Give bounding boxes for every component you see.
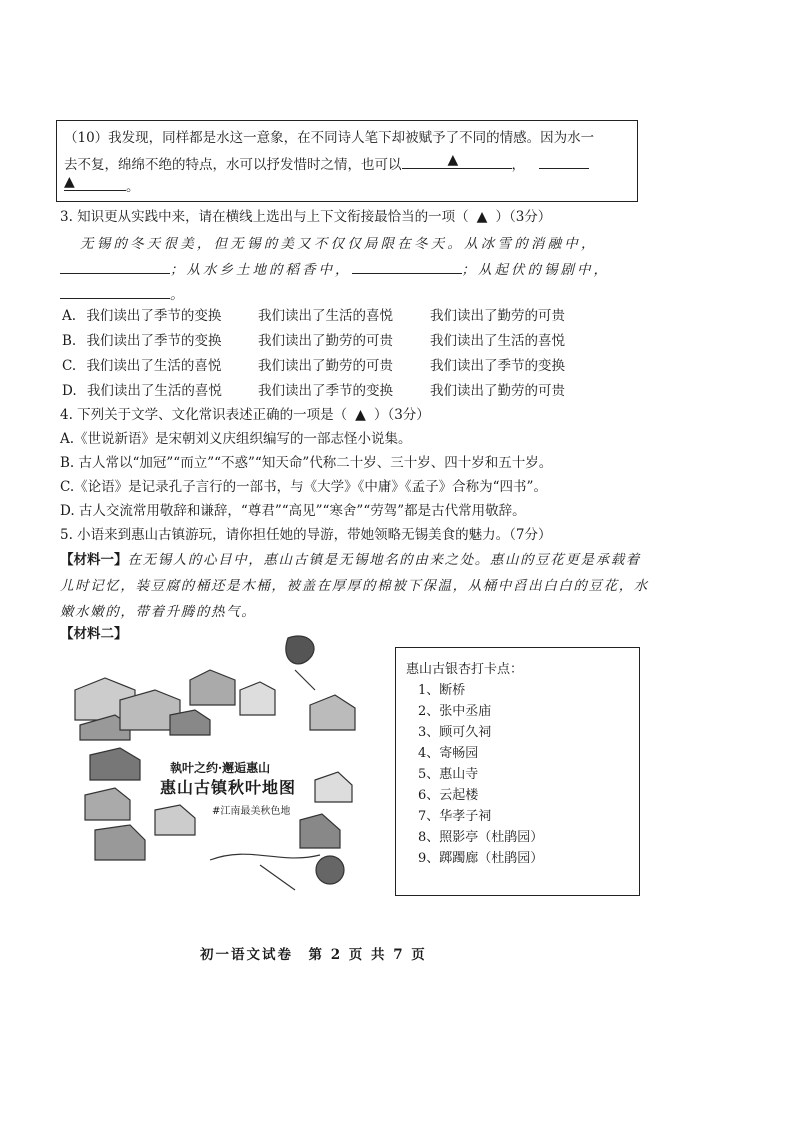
- q3-option-c-col3: 我们读出了季节的变换: [430, 358, 565, 374]
- option-letter: B.: [62, 333, 77, 349]
- option-text: 我们读出了生活的喜悦: [86, 383, 222, 399]
- list-item: 5、惠山寺: [418, 767, 479, 782]
- option-text: 我们读出了季节的变换: [86, 308, 222, 324]
- card-title: 惠山古银杏打卡点：: [406, 662, 524, 677]
- q10-line2-text: 去不复，绵绵不绝的特点，水可以抒发惜时之情，也可以: [64, 157, 402, 173]
- q3-para-line3: [60, 284, 187, 305]
- list-item: 3、顾可久祠: [418, 725, 492, 740]
- q3-para-seg-a: ；从水乡土地的稻香中，: [170, 262, 352, 278]
- q3-para-seg-b: ；从起伏的锡剧中，: [461, 262, 610, 278]
- q4-option-c[interactable]: C.《论语》是记录孔子言行的一部书，与《大学》《中庸》《孟子》合称为“四书”。: [60, 479, 547, 495]
- q4-option-b[interactable]: B. 古人常以“加冠”“而立”“不惑”“知天命”代称二十岁、三十岁、四十岁和五十岁。: [60, 455, 553, 471]
- triangle-icon: ▲: [447, 152, 459, 168]
- triangle-icon: ▲: [476, 209, 488, 225]
- material-2-label: 【材料二】: [60, 626, 128, 642]
- material-1-text: 在无锡人的心目中，惠山古镇是无锡地名的由来之处。惠山的豆花更是承载着: [127, 552, 641, 568]
- q3-para-line1: 无锡的冬天很美，但无锡的美又不仅仅局限在冬天。从冰雪的消融中，: [80, 236, 598, 252]
- q3-option-c[interactable]: [62, 356, 221, 376]
- q3-option-a-col3: 我们读出了勤劳的可贵: [430, 308, 565, 324]
- option-text: 我们读出了生活的喜悦: [86, 358, 222, 374]
- q4-score: ）（3分）: [373, 407, 430, 423]
- list-item: 9、踯躅廊（杜鹃园）: [418, 851, 544, 866]
- list-item: 1、断桥: [418, 683, 466, 698]
- q3-option-d-col3: 我们读出了勤劳的可贵: [430, 383, 565, 399]
- q10-end: 。: [126, 179, 140, 195]
- page-footer: 初一语文试卷 第 2 页 共 7 页: [200, 947, 427, 963]
- q3-option-c-col2: 我们读出了勤劳的可贵: [258, 358, 393, 374]
- q3-option-a[interactable]: [62, 306, 221, 326]
- q5-stem: 5. 小语来到惠山古镇游玩，请你担任她的导游，带她领略无锡美食的魅力。（7分）: [60, 527, 552, 543]
- q3-option-b-col2: 我们读出了勤劳的可贵: [258, 333, 393, 349]
- list-item: 2、张中丞庙: [418, 704, 492, 719]
- list-item: 4、寄畅园: [418, 746, 479, 761]
- q10-line1: （10）我发现，同样都是水这一意象，在不同诗人笔下却被赋予了不同的情感。因为水一: [64, 130, 595, 146]
- q4-option-d[interactable]: D. 古人交流常用敬辞和谦辞，“尊君”“高见”“寒舍”“劳驾”都是古代常用敬辞。: [60, 503, 526, 519]
- q10-sep: ，: [511, 157, 525, 173]
- q10-line2: [64, 154, 589, 175]
- q5-material-1-line3: 嫩水嫩的，带着升腾的热气。: [60, 604, 257, 620]
- q3-para-end: 。: [170, 287, 187, 303]
- option-text: 我们读出了季节的变换: [86, 333, 222, 349]
- q4-option-a[interactable]: A.《世说新语》是宋朝刘义庆组织编写的一部志怪小说集。: [60, 431, 412, 447]
- q3-option-b[interactable]: [62, 331, 222, 351]
- q10-blank-1[interactable]: [402, 154, 512, 169]
- map-title-2: 惠山古镇秋叶地图: [160, 778, 297, 797]
- autumn-leaf-map-image: [60, 630, 370, 900]
- map-tag: #江南最美秋色地: [212, 806, 291, 817]
- q3-option-d[interactable]: [62, 381, 222, 401]
- list-item: 7、华孝子祠: [418, 809, 492, 824]
- option-letter: D.: [62, 383, 77, 399]
- q3-blank-2[interactable]: [352, 259, 462, 274]
- triangle-icon: ▲: [64, 174, 75, 190]
- list-item: 8、照影亭（杜鹃园）: [418, 830, 544, 845]
- q3-option-a-col2: 我们读出了生活的喜悦: [258, 308, 393, 324]
- q3-stem: [60, 207, 551, 227]
- q10-blank-2[interactable]: [539, 154, 589, 169]
- triangle-icon: ▲: [355, 407, 366, 423]
- q5-material-1-line1: [60, 550, 641, 570]
- q3-option-b-col3: 我们读出了生活的喜悦: [430, 333, 565, 349]
- list-item: 6、云起楼: [418, 788, 479, 803]
- q3-para-line2: [60, 259, 610, 280]
- q3-blank-3[interactable]: [60, 284, 170, 299]
- q4-stem-text: 4. 下列关于文学、文化常识表述正确的一项是（: [60, 407, 348, 423]
- map-title-1: 執叶之约·邂逅惠山: [170, 761, 271, 775]
- q3-stem-text: 3. 知识更从实践中来，请在横线上选出与上下文衔接最恰当的一项（: [60, 209, 469, 225]
- material-1-label: 【材料一】: [60, 552, 128, 568]
- checkin-list: [418, 680, 543, 869]
- q10-line3: [64, 176, 140, 197]
- option-letter: C.: [62, 358, 77, 374]
- q3-score: ）（3分）: [495, 209, 552, 225]
- q3-blank-1[interactable]: [60, 259, 170, 274]
- q4-stem: [60, 405, 430, 425]
- q3-option-d-col2: 我们读出了季节的变换: [258, 383, 393, 399]
- option-letter: A.: [62, 308, 77, 324]
- q5-material-1-line2: 儿时记忆，装豆腐的桶还是木桶，被盖在厚厚的棉被下保温，从桶中舀出白白的豆花，水: [60, 578, 649, 594]
- q10-blank-3[interactable]: [64, 176, 126, 191]
